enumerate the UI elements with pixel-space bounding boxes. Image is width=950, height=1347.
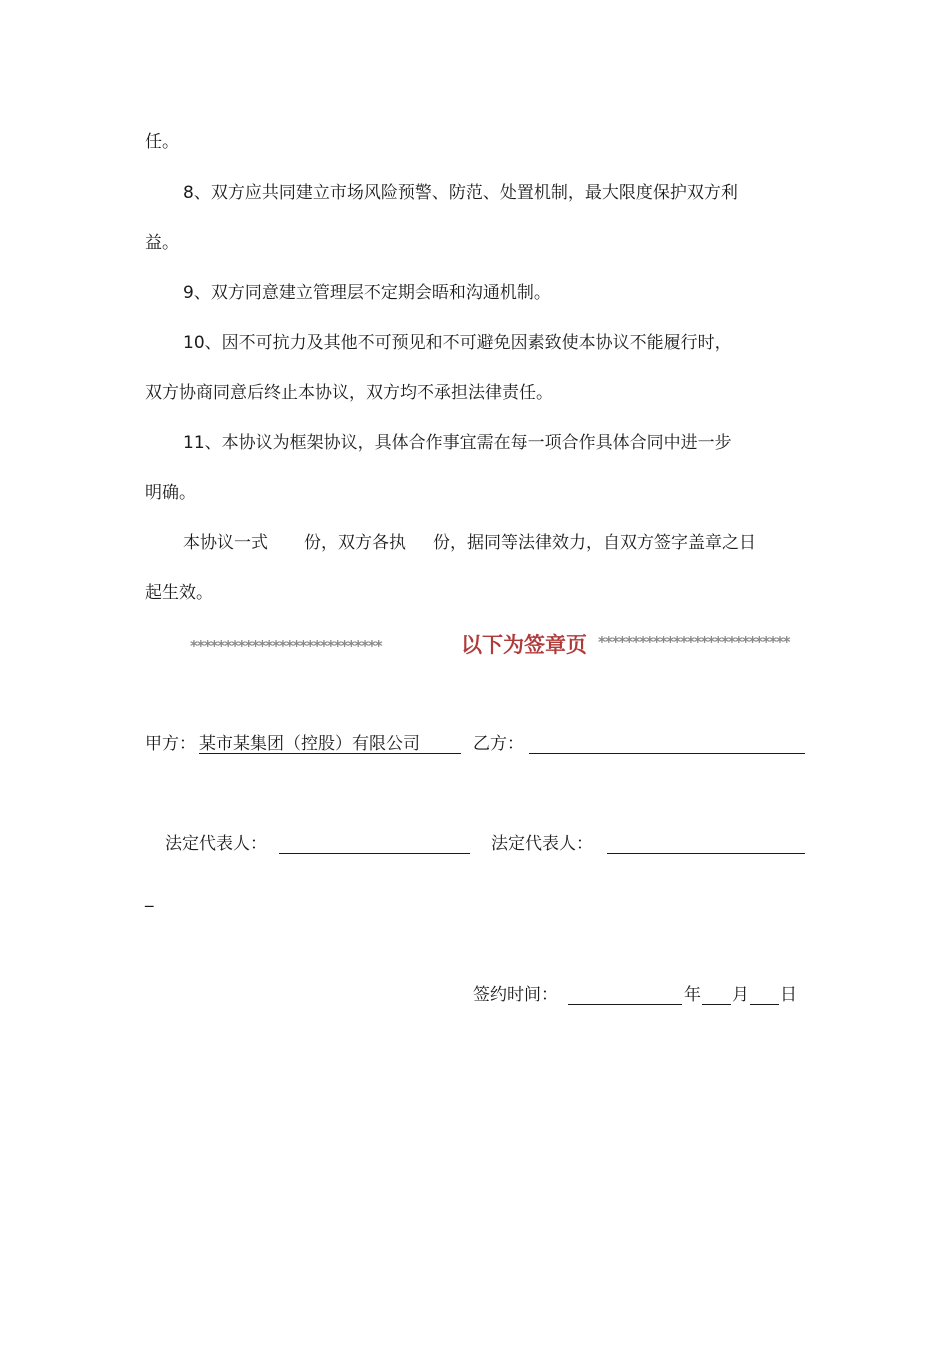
clause-8-line-1: 8、双方应共同建立市场风险预警、防范、处置机制，最大限度保护双方利 <box>183 183 738 203</box>
party-b-legal-rep-line <box>607 853 805 854</box>
party-a-underline <box>199 753 461 754</box>
banner-stars-right: **************************** <box>598 633 790 651</box>
copies-text-1: 本协议一式 <box>183 533 268 553</box>
party-a-name: 某市某集团（控股）有限公司 <box>199 734 420 754</box>
clause-8-line-2: 益。 <box>145 233 179 253</box>
clause-11-line-1: 11、本协议为框架协议，具体合作事宜需在每一项合作具体合同中进一步 <box>183 433 732 453</box>
party-a-label: 甲方： <box>145 734 196 754</box>
party-b-label: 乙方： <box>473 734 524 754</box>
copies-text-3: 份，据同等法律效力，自双方签字盖章之日 <box>433 533 756 553</box>
stray-mark: _ <box>145 888 154 908</box>
party-b-legal-rep-label: 法定代表人： <box>491 834 593 854</box>
clause-11-line-2: 明确。 <box>145 483 196 503</box>
signing-day-line <box>750 1004 779 1005</box>
day-label: 日 <box>780 985 797 1005</box>
month-label: 月 <box>732 985 749 1005</box>
party-a-legal-rep-label: 法定代表人： <box>165 834 267 854</box>
paragraph-line: 任。 <box>145 132 179 152</box>
signing-date-label: 签约时间： <box>473 985 558 1005</box>
signing-year-line <box>568 1004 682 1005</box>
year-label: 年 <box>684 985 701 1005</box>
copies-text-2: 份，双方各执 <box>304 533 406 553</box>
party-a-legal-rep-line <box>279 853 470 854</box>
signature-page-title: 以下为签章页 <box>461 633 587 657</box>
copies-clause-line-2: 起生效。 <box>145 583 213 603</box>
clause-9-line-1: 9、双方同意建立管理层不定期会晤和沟通机制。 <box>183 283 551 303</box>
clause-10-line-2: 双方协商同意后终止本协议，双方均不承担法律责任。 <box>145 383 553 403</box>
copies-clause-line-1 <box>183 533 756 553</box>
banner-stars-left: **************************** <box>190 637 382 655</box>
clause-10-line-1: 10、因不可抗力及其他不可预见和不可避免因素致使本协议不能履行时， <box>183 333 732 353</box>
signing-month-line <box>702 1004 731 1005</box>
party-b-signature-line <box>529 753 805 754</box>
